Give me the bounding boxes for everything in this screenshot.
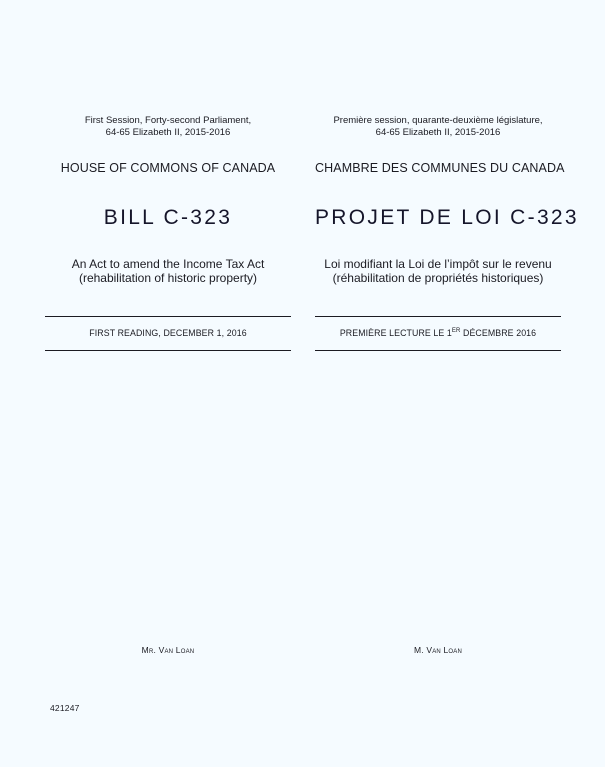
- house-title: HOUSE OF COMMONS OF CANADA: [60, 161, 276, 175]
- document-number: 421247: [50, 703, 80, 713]
- session-line-2: 64-65 Elizabeth II, 2015-2016: [105, 127, 231, 138]
- act-line-1: An Act to amend the Income Tax Act: [71, 257, 265, 271]
- reading-suffix: DÉCEMBRE 2016: [460, 328, 537, 338]
- first-reading: [315, 328, 561, 338]
- act-title: [45, 257, 291, 285]
- act-title: [315, 257, 561, 285]
- act-line-2: (rehabilitation of historic property): [78, 271, 258, 285]
- session-info: [45, 115, 291, 139]
- act-line-2: (réhabilitation de propriétés historiques): [332, 271, 544, 285]
- reading-superscript: ER: [451, 328, 461, 335]
- french-column: [315, 0, 579, 767]
- sponsor-name: Mr. Van Loan: [141, 645, 195, 655]
- sponsor-name: M. Van Loan: [413, 645, 463, 655]
- session-line-1: First Session, Forty-second Parliament,: [84, 115, 252, 126]
- top-divider: [315, 316, 561, 317]
- bottom-divider: [315, 350, 561, 351]
- session-info: [315, 115, 561, 139]
- bottom-divider: [45, 350, 291, 351]
- bill-title: PROJET DE LOI C-323: [315, 206, 579, 229]
- act-line-1: Loi modifiant la Loi de l’impôt sur le revenu: [324, 257, 552, 271]
- session-line-1: Première session, quarante-deuxième législature,: [333, 115, 543, 126]
- english-column: [45, 0, 291, 767]
- first-reading: FIRST READING, DECEMBER 1, 2016: [89, 328, 247, 338]
- bill-title: BILL C-323: [103, 206, 233, 229]
- top-divider: [45, 316, 291, 317]
- session-line-2: 64-65 Elizabeth II, 2015-2016: [375, 127, 501, 138]
- reading-prefix: PREMIÈRE LECTURE LE 1: [339, 328, 452, 338]
- house-title: CHAMBRE DES COMMUNES DU CANADA: [315, 161, 565, 175]
